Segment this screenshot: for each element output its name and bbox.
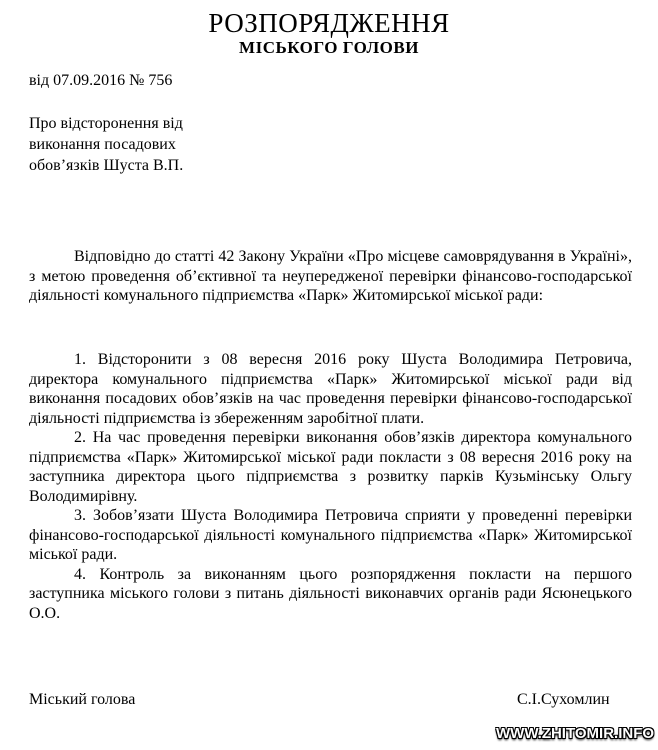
document-subject	[29, 113, 183, 176]
subject-line: обов’язків Шуста В.П.	[29, 157, 184, 174]
order-item-2: 2. На час проведення перевірки виконання обов’язків директора комунального підприємства «Парк» Житомирської міської ради покласти з 08 вересня 2016 року на заступника директора цього підприємства з розвитку парків Кузьмінську Ольгу Володимирівну.	[29, 429, 632, 505]
subject-line: Про відсторонення від	[29, 115, 183, 132]
order-items	[29, 350, 632, 623]
preamble-text: Відповідно до статті 42 Закону України «Про місцеве самоврядування в Україні», з метою проведення об’єктивної та неупередженої перевірки фінансово-господарської діяльності комунального підприємства «Парк» Житомирської міської ради:	[29, 248, 632, 304]
preamble	[29, 247, 632, 306]
signatory-position: Міський голова	[29, 691, 136, 708]
document-title: РОЗПОРЯДЖЕННЯ	[208, 8, 450, 38]
subject-line: виконання посадових	[29, 136, 176, 153]
document-subtitle: МІСЬКОГО ГОЛОВИ	[239, 38, 419, 57]
order-item-1: 1. Відсторонити з 08 вересня 2016 року Шуста Володимира Петровича, директора комунального підприємства «Парк» Житомирської міської ради від виконання посадових обов’язків на час проведення перевірки фінансово-господарської діяльності підприємства із збереженням заробітної плати.	[29, 351, 632, 427]
site-watermark: WWW.ZHITOMIR.INFO	[496, 725, 655, 742]
order-item-4: 4. Контроль за виконанням цього розпорядження покласти на першого заступника міського голови з питань діяльності виконавчих органів ради Ясюнецького О.О.	[29, 565, 632, 622]
order-item-3: 3. Зобов’язати Шуста Володимира Петровича сприяти у проведенні перевірки фінансово-господарської діяльності комунального підприємства «Парк» Житомирської міської ради.	[29, 507, 632, 563]
document-date-number: від 07.09.2016 № 756	[29, 72, 173, 89]
signatory-name: С.І.Сухомлин	[517, 691, 610, 708]
